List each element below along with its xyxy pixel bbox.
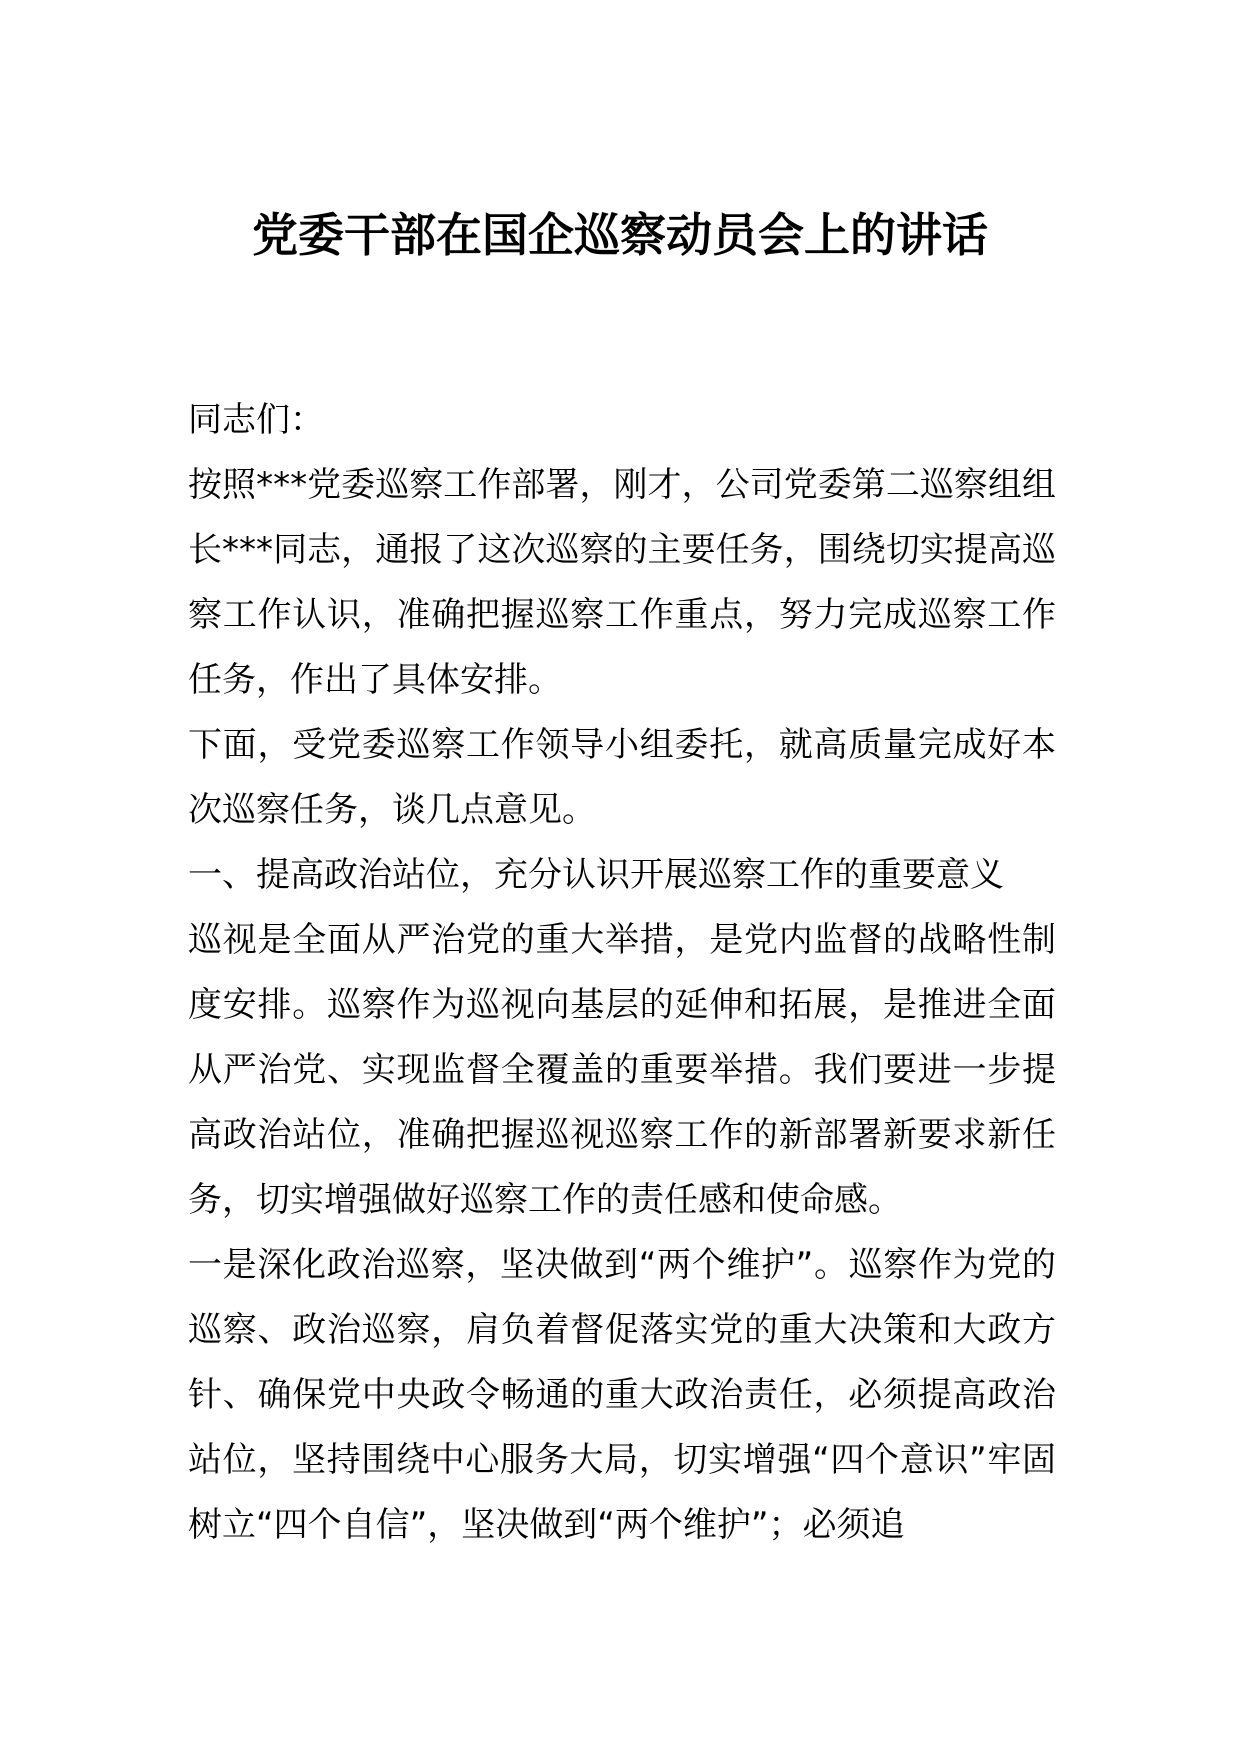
paragraph-salutation: 同志们：: [188, 400, 324, 440]
document-body: [188, 388, 1056, 1558]
document-title: 党委干部在国企巡察动员会上的讲话: [252, 208, 988, 262]
paragraph-purpose: 下面，受党委巡察工作领导小组委托，就高质量完成好本次巡察任务，谈几点意见。: [188, 725, 1056, 830]
paragraph-point-1: 一是深化政治巡察，坚决做到“两个维护”。巡察作为党的巡察、政治巡察，肩负着督促落实党的重大决策和大政方针、确保党中央政令畅通的重大政治责任，必须提高政治站位，坚持围绕中心服务大局，切实增强“四个意识”牢固树立“四个自信”，坚决做到“两个维护”；必须追: [188, 1245, 1056, 1545]
section-heading-1: 一、提高政治站位，充分认识开展巡察工作的重要意义: [188, 855, 1004, 895]
paragraph-section-1: 巡视是全面从严治党的重大举措，是党内监督的战略性制度安排。巡察作为巡视向基层的延伸和拓展，是推进全面从严治党、实现监督全覆盖的重要举措。我们要进一步提高政治站位，准确把握巡视巡察工作的新部署新要求新任务，切实增强做好巡察工作的责任感和使命感。: [188, 920, 1056, 1220]
paragraph-intro: 按照***党委巡察工作部署，刚才，公司党委第二巡察组组长***同志，通报了这次巡察的主要任务，围绕切实提高巡察工作认识，准确把握巡察工作重点，努力完成巡察工作任务，作出了具体安排。: [188, 465, 1056, 700]
